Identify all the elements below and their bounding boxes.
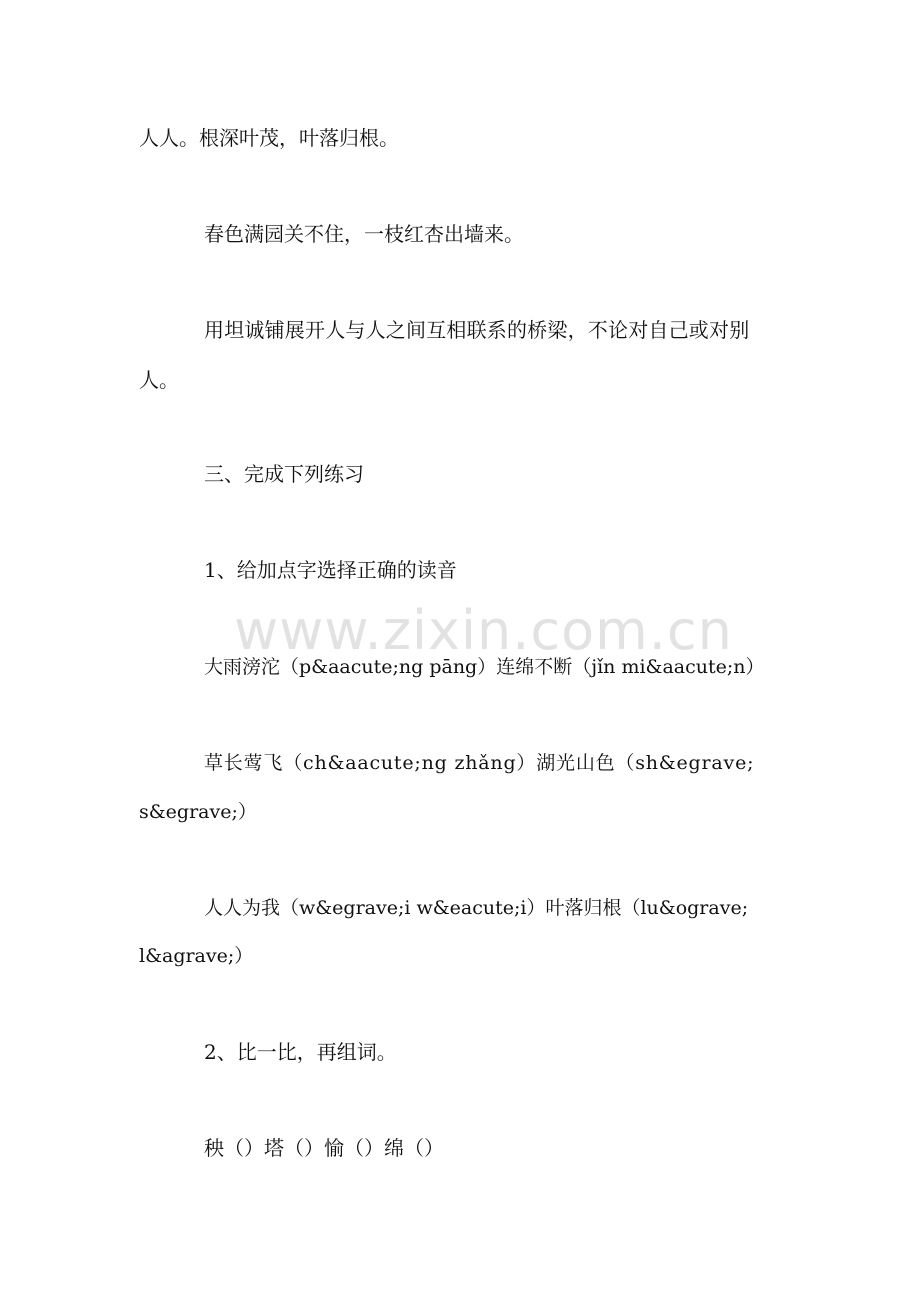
section-heading: 三、完成下列练习 — [204, 462, 364, 486]
exercise-title: 1、给加点字选择正确的读音 — [204, 558, 457, 582]
text-line: 人人。根深叶茂，叶落归根。 — [139, 126, 399, 150]
watermark: www.zixin.com.cn — [234, 599, 733, 662]
text-line: 草长莺飞（ch&aacute;ng zhǎng）湖光山色（sh&egrave; — [204, 752, 755, 774]
text-line: 人人为我（w&egrave;i w&eacute;i）叶落归根（lu&ograve; — [204, 897, 749, 919]
text-line: 大雨滂沱（p&aacute;ng pāng）连绵不断（jǐn mi&aacute;n） — [204, 656, 765, 678]
exercise-title: 2、比一比，再组词。 — [204, 1040, 397, 1064]
text-line: 人。 — [139, 368, 179, 392]
text-line: s&egrave;） — [139, 801, 257, 823]
text-line: 秧（）塔（）愉（）绵（） — [204, 1136, 444, 1160]
text-line: 春色满园关不住，一枝红杏出墙来。 — [204, 222, 524, 246]
text-line: l&agrave;） — [139, 945, 254, 967]
text-line: 用坦诚铺展开人与人之间互相联系的桥梁，不论对自己或对别 — [204, 318, 750, 342]
